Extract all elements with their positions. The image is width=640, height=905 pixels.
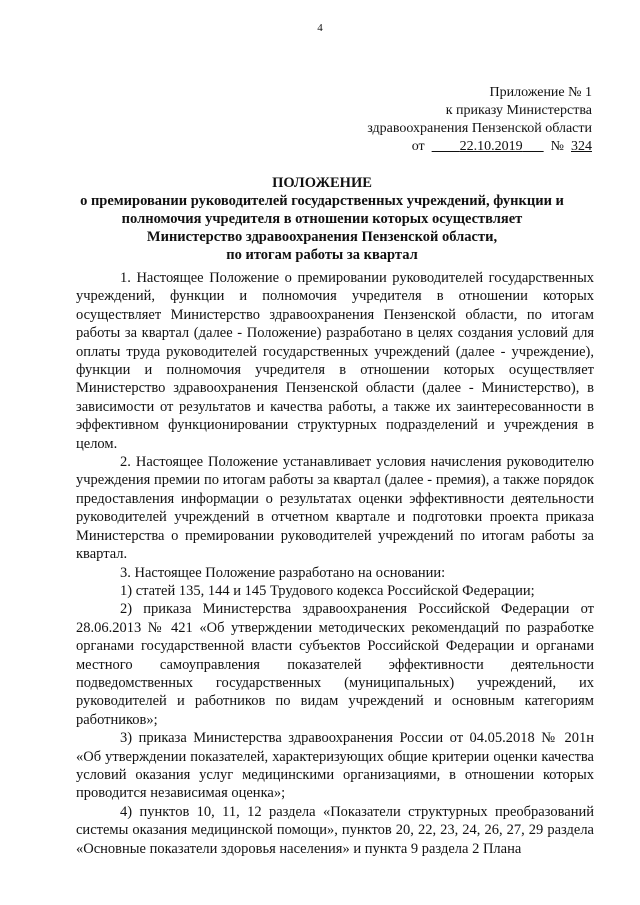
title-line-4: по итогам работы за квартал (226, 247, 418, 263)
annex-header (330, 84, 592, 156)
paragraph: 3. Настоящее Положение разработано на основании: (120, 564, 446, 581)
paragraph: 2) приказа Министерства здравоохранения Российской Федерации от 28.06.2013 № 421 «Об утверждении методических рекомендаций по разработке органами государственной власти субъектов Российской Федерации и органами местного самоуправления показателей эффективности деятельности подведомственных государственных (муниципальных) учреждений, их руководителей и работников по видам учреждений и основным категориям работников»; (76, 601, 594, 728)
page-number: 4 (317, 22, 323, 34)
paragraph: 4) пунктов 10, 11, 12 раздела «Показатели структурных преобразований системы оказания медицинской помощи», пунктов 20, 22, 23, 24, 26, 27, 29 раздела «Основные показатели здоровья населения» и пункта 9 раздела 2 Плана (76, 803, 594, 857)
title-line-2: полномочия учредителя в отношении которых осуществляет (121, 211, 523, 227)
annex-line-2: к приказу Министерства (445, 103, 592, 118)
paragraph: 3) приказа Министерства здравоохранения России от 04.05.2018 № 201н «Об утверждении показателей, характеризующих общие критерии оценки качества условий оказания услуг медицинскими организациями, в отношении которых проводится независимая оценка»; (76, 730, 594, 802)
paragraph: 1) статей 135, 144 и 145 Трудового кодекса Российской Федерации; (120, 582, 535, 599)
annex-line-3: здравоохранения Пензенской области (367, 121, 592, 136)
number-prefix: № (550, 139, 564, 154)
annex-date-line (330, 138, 592, 156)
date-prefix: от (411, 139, 425, 154)
paragraph: 1. Настоящее Положение о премировании руководителей государственных учреждений, функции и полномочия учредителя в отношении которых осуществляет Министерство здравоохранения Пензенской области, по итогам работы за квартал (далее - Положение) разработано в целях создания условий для оплаты труда руководителей государственных учреждений (далее - учреждение), функции и полномочия учредителя в отношении которых осуществляет Министерство здравоохранения Пензенской области (далее - Министерство), в зависимости от результатов и качества работы, а также их заинтересованности в эффективном функционировании структурных подразделений и учреждения в целом. (76, 270, 594, 452)
annex-line-1: Приложение № 1 (489, 85, 592, 100)
order-date: 22.10.2019 (459, 139, 523, 154)
title-line-3: Министерство здравоохранения Пензенской области, (146, 229, 498, 245)
paragraph: 2. Настоящее Положение устанавливает условия начисления руководителю учреждения премии по итогам работы за квартал (далее - премия), а также порядок предоставления информации о результатах оценки эффективности деятельности руководителей учреждений в отчетном квартале и подготовки проекта приказа Министерства о премировании руководителей учреждений по итогам работы за квартал. (76, 454, 594, 563)
title-line-1: о премировании руководителей государственных учреждений, функции и (80, 193, 564, 209)
document-body (76, 269, 594, 858)
document-title (52, 174, 592, 264)
title-heading: ПОЛОЖЕНИЕ (272, 175, 372, 191)
order-number: 324 (571, 139, 592, 154)
